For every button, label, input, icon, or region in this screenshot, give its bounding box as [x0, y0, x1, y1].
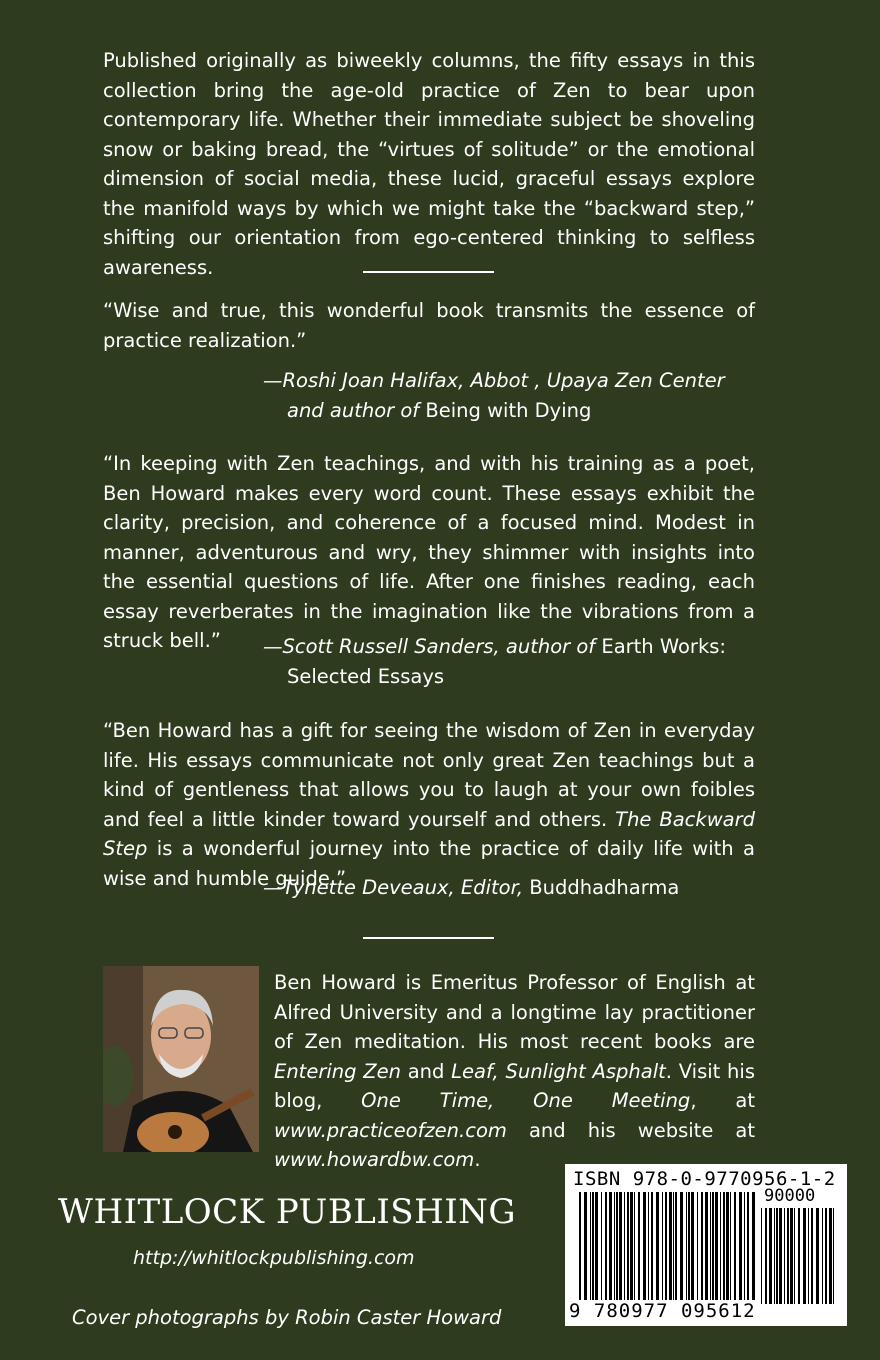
- barcode-bar: [616, 1192, 618, 1304]
- barcode-bar: [665, 1192, 667, 1304]
- barcode-bar: [701, 1192, 703, 1304]
- barcode-bar: [638, 1192, 640, 1304]
- barcode-bar: [675, 1192, 677, 1304]
- isbn-label: ISBN 978-0-9770956-1-2: [573, 1168, 836, 1190]
- author-bio-text-1: Ben Howard is Emeritus Professor of English at Alfred University and a longtime lay practitioner of Zen meditation. His most recent books are: [274, 971, 755, 1053]
- author-photo: [103, 966, 259, 1152]
- barcode-bar: [619, 1192, 622, 1304]
- author-bio-text-4: , at: [690, 1089, 755, 1112]
- barcode-bar: [822, 1208, 823, 1304]
- barcode-bar: [669, 1192, 672, 1304]
- barcode-bar: [726, 1192, 729, 1304]
- barcode-bar: [592, 1192, 594, 1304]
- barcode-bar: [614, 1192, 615, 1304]
- quote-halifax: “Wise and true, this wonderful book transmits the essence of practice realization.”: [103, 299, 755, 352]
- barcode-bar: [776, 1208, 778, 1304]
- attribution-halifax-line1: —Roshi Joan Halifax, Abbot , Upaya Zen Center: [263, 369, 725, 392]
- barcode-bar: [634, 1192, 635, 1304]
- barcode-bar: [720, 1192, 721, 1304]
- barcode-bar: [691, 1192, 694, 1304]
- barcode-bar: [774, 1208, 775, 1304]
- publisher-name: WHITLOCK PUBLISHING: [58, 1192, 517, 1232]
- barcode-bar: [648, 1192, 649, 1304]
- attribution-sanders-line1: —Scott Russell Sanders, author of: [263, 635, 596, 658]
- barcode-bar: [730, 1192, 731, 1304]
- quote-deveaux-part2: is a wonderful journey into the practice of daily life with a wise and humble guide.”: [103, 837, 755, 890]
- barcode-bar: [712, 1192, 714, 1304]
- barcode-bar: [680, 1192, 683, 1304]
- barcode-bar: [643, 1192, 646, 1304]
- barcode-addon-digits: 90000: [764, 1186, 816, 1206]
- author-bio-text-6: .: [474, 1148, 481, 1171]
- barcode-bar: [761, 1208, 762, 1304]
- book-title-being-with-dying: Being with Dying: [425, 398, 592, 422]
- barcode-bar: [784, 1208, 785, 1304]
- attribution-deveaux: [263, 873, 679, 903]
- barcode-bar: [816, 1208, 819, 1304]
- barcode-bar: [662, 1192, 663, 1304]
- barcode-addon-bars: [761, 1208, 837, 1304]
- quote-deveaux-part1: “Ben Howard has a gift for seeing the wisdom of Zen in everyday life. His essays communicate not only great Zen teachings but a kind of gentleness that allows you to laugh at your own foibles and feel a little kinder toward yourself and others.: [103, 719, 755, 831]
- barcode-bar: [794, 1208, 795, 1304]
- book-title-earth-works: Earth Works:: [601, 635, 726, 658]
- book-title-leaf-sunlight-asphalt: Leaf, Sunlight Asphalt: [451, 1059, 666, 1083]
- publisher-url: http://whitlockpublishing.com: [133, 1247, 415, 1269]
- author-bio-text-2: and: [400, 1059, 452, 1083]
- author-bio: [274, 968, 755, 1175]
- attribution-sanders: [263, 632, 726, 691]
- barcode-bar: [808, 1208, 809, 1304]
- barcode-main-bars: [579, 1192, 759, 1304]
- barcode-bar: [630, 1192, 633, 1304]
- author-bio-text-3: . Visit his blog,: [274, 1059, 755, 1112]
- barcode-bar: [787, 1208, 789, 1304]
- blog-url: www.practiceofzen.com: [274, 1118, 507, 1142]
- blog-title: One Time, One Meeting: [361, 1089, 691, 1112]
- barcode-bar: [769, 1208, 772, 1304]
- barcode-bar: [624, 1192, 625, 1304]
- barcode-bar: [752, 1192, 755, 1304]
- barcode-bar: [686, 1192, 687, 1304]
- barcode-bar: [747, 1192, 749, 1304]
- barcode-bar: [656, 1192, 659, 1304]
- attribution-halifax-line2: and author of: [287, 398, 420, 422]
- barcode-bar: [584, 1192, 587, 1304]
- quote-sanders: “In keeping with Zen teachings, and with his training as a poet, Ben Howard makes every word count. These essays exhibit the clarity, precision, and coherence of a focused mind. Modest in manner, adventurous and wry, they shimmer with insights into the essential questions of life. After one finishes reading, each essay reverberates in the imagination like the vibrations from a struck bell.”: [103, 452, 755, 652]
- barcode-bar: [673, 1192, 674, 1304]
- book-blurb: Published originally as biweekly columns, the fifty essays in this collection bring the age-old practice of Zen to bear upon contemporary life. Whether their immediate subject be shoveling snow or baking bread, the “virtues of solitude” or the emotional dimension of social media, these lucid, graceful essays explore the manifold ways by which we might take the “backward step,” shifting our orientation from ego-centered thinking to selfless awareness.: [103, 49, 755, 279]
- barcode-bar: [651, 1192, 653, 1304]
- book-title-entering-zen: Entering Zen: [274, 1059, 401, 1083]
- barcode-bar: [833, 1208, 834, 1304]
- attribution-deveaux-name: —Tynette Deveaux, Editor,: [263, 876, 524, 899]
- divider-rule: [363, 937, 494, 939]
- barcode-bar: [715, 1192, 718, 1304]
- attribution-halifax: [263, 366, 725, 425]
- barcode-bar: [811, 1208, 813, 1304]
- quote-deveaux: [103, 716, 755, 893]
- book-title-backward-step: The Backward Step: [103, 807, 755, 860]
- barcode-bar: [595, 1192, 598, 1304]
- divider-rule: [363, 271, 494, 273]
- book-title-selected-essays: Selected Essays: [287, 664, 445, 688]
- barcode-bar: [590, 1192, 591, 1304]
- publication-buddhadharma: Buddhadharma: [529, 876, 680, 899]
- barcode-bar: [744, 1192, 745, 1304]
- barcode-bar: [605, 1192, 607, 1304]
- barcode-bar: [765, 1208, 767, 1304]
- ean-digits: 9 780977 095612: [569, 1300, 756, 1322]
- barcode-bar: [601, 1192, 602, 1304]
- barcode-bar: [829, 1208, 832, 1304]
- photo-credit: Cover photographs by Robin Caster Howard: [72, 1306, 502, 1329]
- barcode-bar: [798, 1208, 800, 1304]
- author-bio-text-5: and his website at: [506, 1118, 755, 1142]
- barcode-bar: [627, 1192, 629, 1304]
- barcode-bar: [705, 1192, 708, 1304]
- barcode-bar: [688, 1192, 690, 1304]
- barcode-bar: [710, 1192, 711, 1304]
- isbn-barcode: [565, 1164, 847, 1326]
- barcode-bar: [803, 1208, 806, 1304]
- barcode-bar: [739, 1192, 742, 1304]
- barcode-bar: [779, 1208, 782, 1304]
- barcode-bar: [697, 1192, 698, 1304]
- barcode-bar: [790, 1208, 793, 1304]
- barcode-bar: [579, 1192, 581, 1304]
- barcode-bar: [723, 1192, 725, 1304]
- barcode-bar: [734, 1192, 736, 1304]
- website-url: www.howardbw.com: [274, 1148, 475, 1171]
- barcode-bar: [609, 1192, 612, 1304]
- barcode-bar: [825, 1208, 827, 1304]
